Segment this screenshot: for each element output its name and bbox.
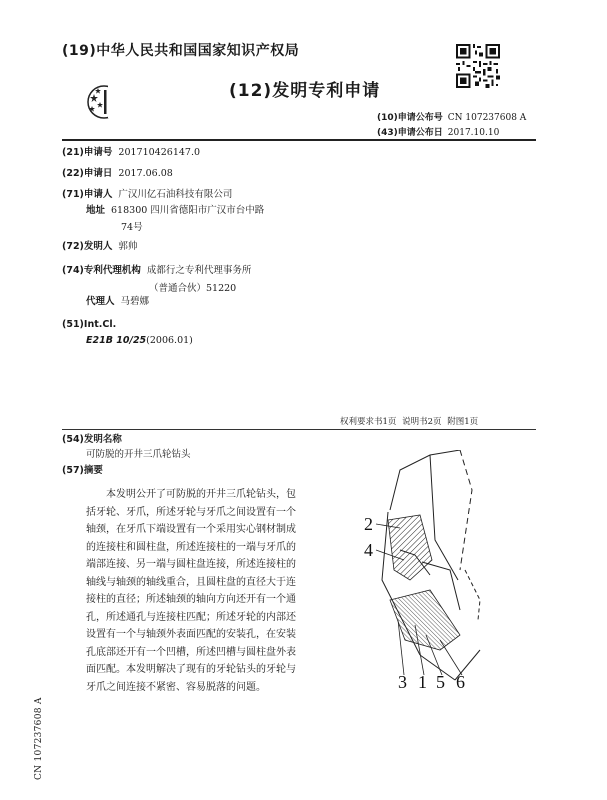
figure-label-5: 5 xyxy=(436,672,445,690)
publication-date-label: (43)申请公布日 xyxy=(377,128,443,138)
filing-date: 2017.06.08 xyxy=(118,168,173,179)
address-label: 地址 xyxy=(86,205,106,216)
qr-code xyxy=(456,44,500,88)
ipc-version: (2006.01) xyxy=(146,335,193,346)
ipc-label: Int.Cl. xyxy=(83,319,117,330)
applicant-field xyxy=(62,188,232,201)
publication-number: CN 107237608 A xyxy=(447,113,527,123)
filing-date-label: 申请日 xyxy=(83,168,113,179)
agency-line-2: （普通合伙）51220 xyxy=(149,283,237,294)
application-number-field xyxy=(62,146,200,159)
application-number-code: (21) xyxy=(62,147,84,158)
inventor-label: 发明人 xyxy=(83,241,113,252)
page-count-summary: 权利要求书1页 说明书2页 附图1页 xyxy=(340,417,479,427)
title-code: (54) xyxy=(62,434,84,445)
title-label: 发明名称 xyxy=(83,434,122,445)
title-heading xyxy=(62,433,122,446)
agent: 马碧娜 xyxy=(120,296,150,307)
cnipa-logo xyxy=(86,80,128,122)
filing-date-field xyxy=(62,167,173,180)
applicant: 广汉川亿石油科技有限公司 xyxy=(118,189,233,200)
figure-label-4: 4 xyxy=(364,540,373,560)
header-divider xyxy=(62,139,536,141)
agency-field xyxy=(62,264,251,277)
side-publication-number: CN 107237608 A xyxy=(34,697,44,780)
ipc-field xyxy=(62,318,116,331)
agent-field xyxy=(86,295,149,308)
abstract-text: 本发明公开了可防脱的开井三爪轮钻头，包括牙轮、牙爪，所述牙轮与牙爪之间设置有一个轴颈，在牙爪下端设置有一个采用实心钢材制成的连接柱和圆柱盘，所述连接柱的一端与牙爪的端部连接、另一端与圆柱盘连接，所述连接柱的轴线与轴颈的轴线重合，且圆柱盘的直径大于连接柱的直径；所述轴颈的轴向方向还开有一个通孔，所述通孔与连接柱匹配；所述牙轮的内部还设置有一个与轴颈外表面匹配的安装孔，在安装孔底部还开有一个凹槽，所述凹槽与圆柱盘外表面匹配。本发明解决了现有的牙轮钻头的牙轮与牙爪之间连接不紧密、容易脱落的问题。 xyxy=(86,489,296,693)
address-field xyxy=(86,204,264,217)
issuing-authority: (19)中华人民共和国国家知识产权局 xyxy=(62,43,300,59)
representative-drawing xyxy=(360,450,530,690)
abstract-code: (57) xyxy=(62,465,84,476)
abstract-label: 摘要 xyxy=(83,465,103,476)
address-line-2: 74号 xyxy=(121,222,143,233)
filing-date-code: (22) xyxy=(62,168,84,179)
publication-number-label: (10)申请公布号 xyxy=(377,113,443,123)
agency-code: (74) xyxy=(62,265,84,276)
application-number: 201710426147.0 xyxy=(118,147,201,158)
ipc-classification xyxy=(86,334,193,347)
agent-label: 代理人 xyxy=(86,296,115,307)
ipc-code: (51) xyxy=(62,319,84,330)
section-divider xyxy=(62,429,536,430)
inventor: 郭帅 xyxy=(118,241,138,252)
applicant-label: 申请人 xyxy=(83,189,113,200)
hatched-section-upper xyxy=(388,515,432,580)
publication-date: 2017.10.10 xyxy=(447,128,500,138)
application-number-label: 申请号 xyxy=(83,147,113,158)
document-type: (12)发明专利申请 xyxy=(229,81,381,101)
agency-line-1: 成都行之专利代理事务所 xyxy=(146,265,252,276)
abstract-heading xyxy=(62,464,103,477)
inventor-code: (72) xyxy=(62,241,84,252)
figure-label-1: 1 xyxy=(418,672,427,690)
agency-label: 专利代理机构 xyxy=(83,265,141,276)
publication-date-row xyxy=(377,125,499,138)
figure-label-6: 6 xyxy=(456,672,465,690)
figure-label-2: 2 xyxy=(364,514,373,534)
figure-label-3: 3 xyxy=(398,672,407,690)
publication-number-row xyxy=(377,110,526,123)
address-line-1: 618300 四川省德阳市广汉市台中路 xyxy=(111,205,265,216)
inventor-field xyxy=(62,240,137,253)
applicant-code: (71) xyxy=(62,189,84,200)
invention-title: 可防脱的开井三爪轮钻头 xyxy=(86,449,191,460)
ipc-class: E21B 10/25 xyxy=(86,335,147,346)
